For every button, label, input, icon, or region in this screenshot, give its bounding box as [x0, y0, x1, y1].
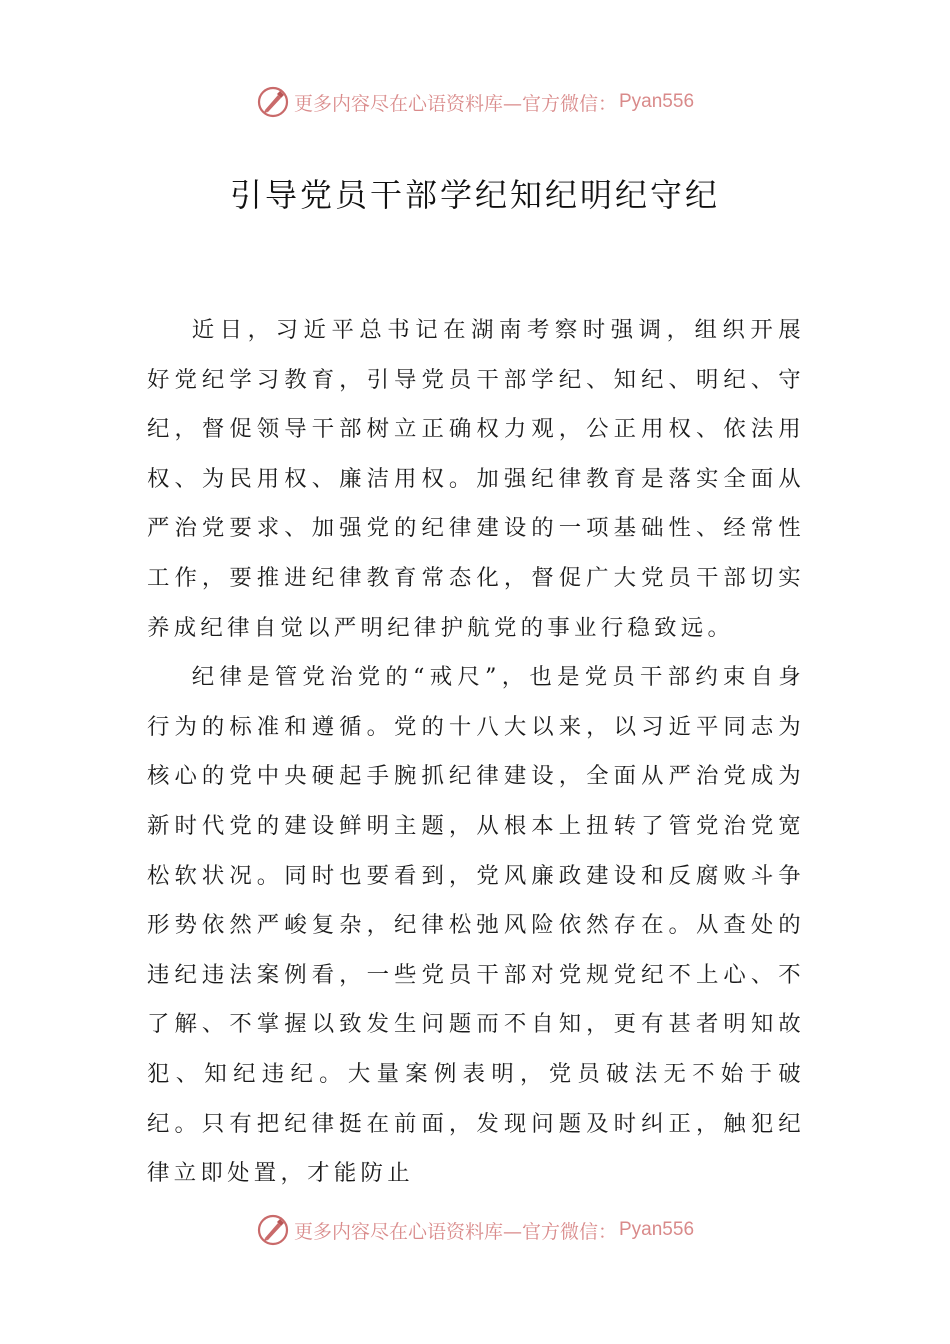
watermark-footer [0, 1210, 950, 1250]
document-title: 引导党员干部学纪知纪明纪守纪 [229, 176, 720, 214]
watermark-prefix: 更多内容尽在心语资料库—官方微信： [293, 92, 617, 115]
watermark-wechat-id: Pyan556 [619, 91, 695, 112]
pen-logo-icon [256, 1213, 290, 1247]
watermark-wechat-id: Pyan556 [619, 1219, 695, 1240]
paragraph-1: 近日，习近平总书记在湖南考察时强调，组织开展好党纪学习教育，引导党员干部学纪、知纪、明纪、守纪，督促领导干部树立正确权力观，公正用权、依法用权、为民用权、廉洁用权。加强纪律教育是落实全面从严治党要求、加强党的纪律建设的一项基础性、经常性工作，要推进纪律教育常态化，督促广大党员干部切实养成纪律自觉以严明纪律护航党的事业行稳致远。 [147, 317, 805, 641]
watermark-prefix: 更多内容尽在心语资料库—官方微信： [293, 1220, 617, 1243]
watermark-header [0, 82, 950, 122]
pen-logo-icon [256, 85, 290, 119]
document-body [147, 306, 805, 1199]
paragraph-2: 纪律是管党治党的“戒尺”，也是党员干部约束自身行为的标准和遵循。党的十八大以来，以习近平同志为核心的党中央硬起手腕抓纪律建设，全面从严治党成为新时代党的建设鲜明主题，从根本上扭转了管党治党宽松软状况。同时也要看到，党风廉政建设和反腐败斗争形势依然严峻复杂，纪律松弛风险依然存在。从查处的违纪违法案例看，一些党员干部对党规党纪不上心、不了解、不掌握以致发生问题而不自知，更有甚者明知故犯、知纪违纪。大量案例表明，党员破法无不始于破纪。只有把纪律挺在前面，发现问题及时纠正，触犯纪律立即处置，才能防止 [147, 664, 805, 1187]
